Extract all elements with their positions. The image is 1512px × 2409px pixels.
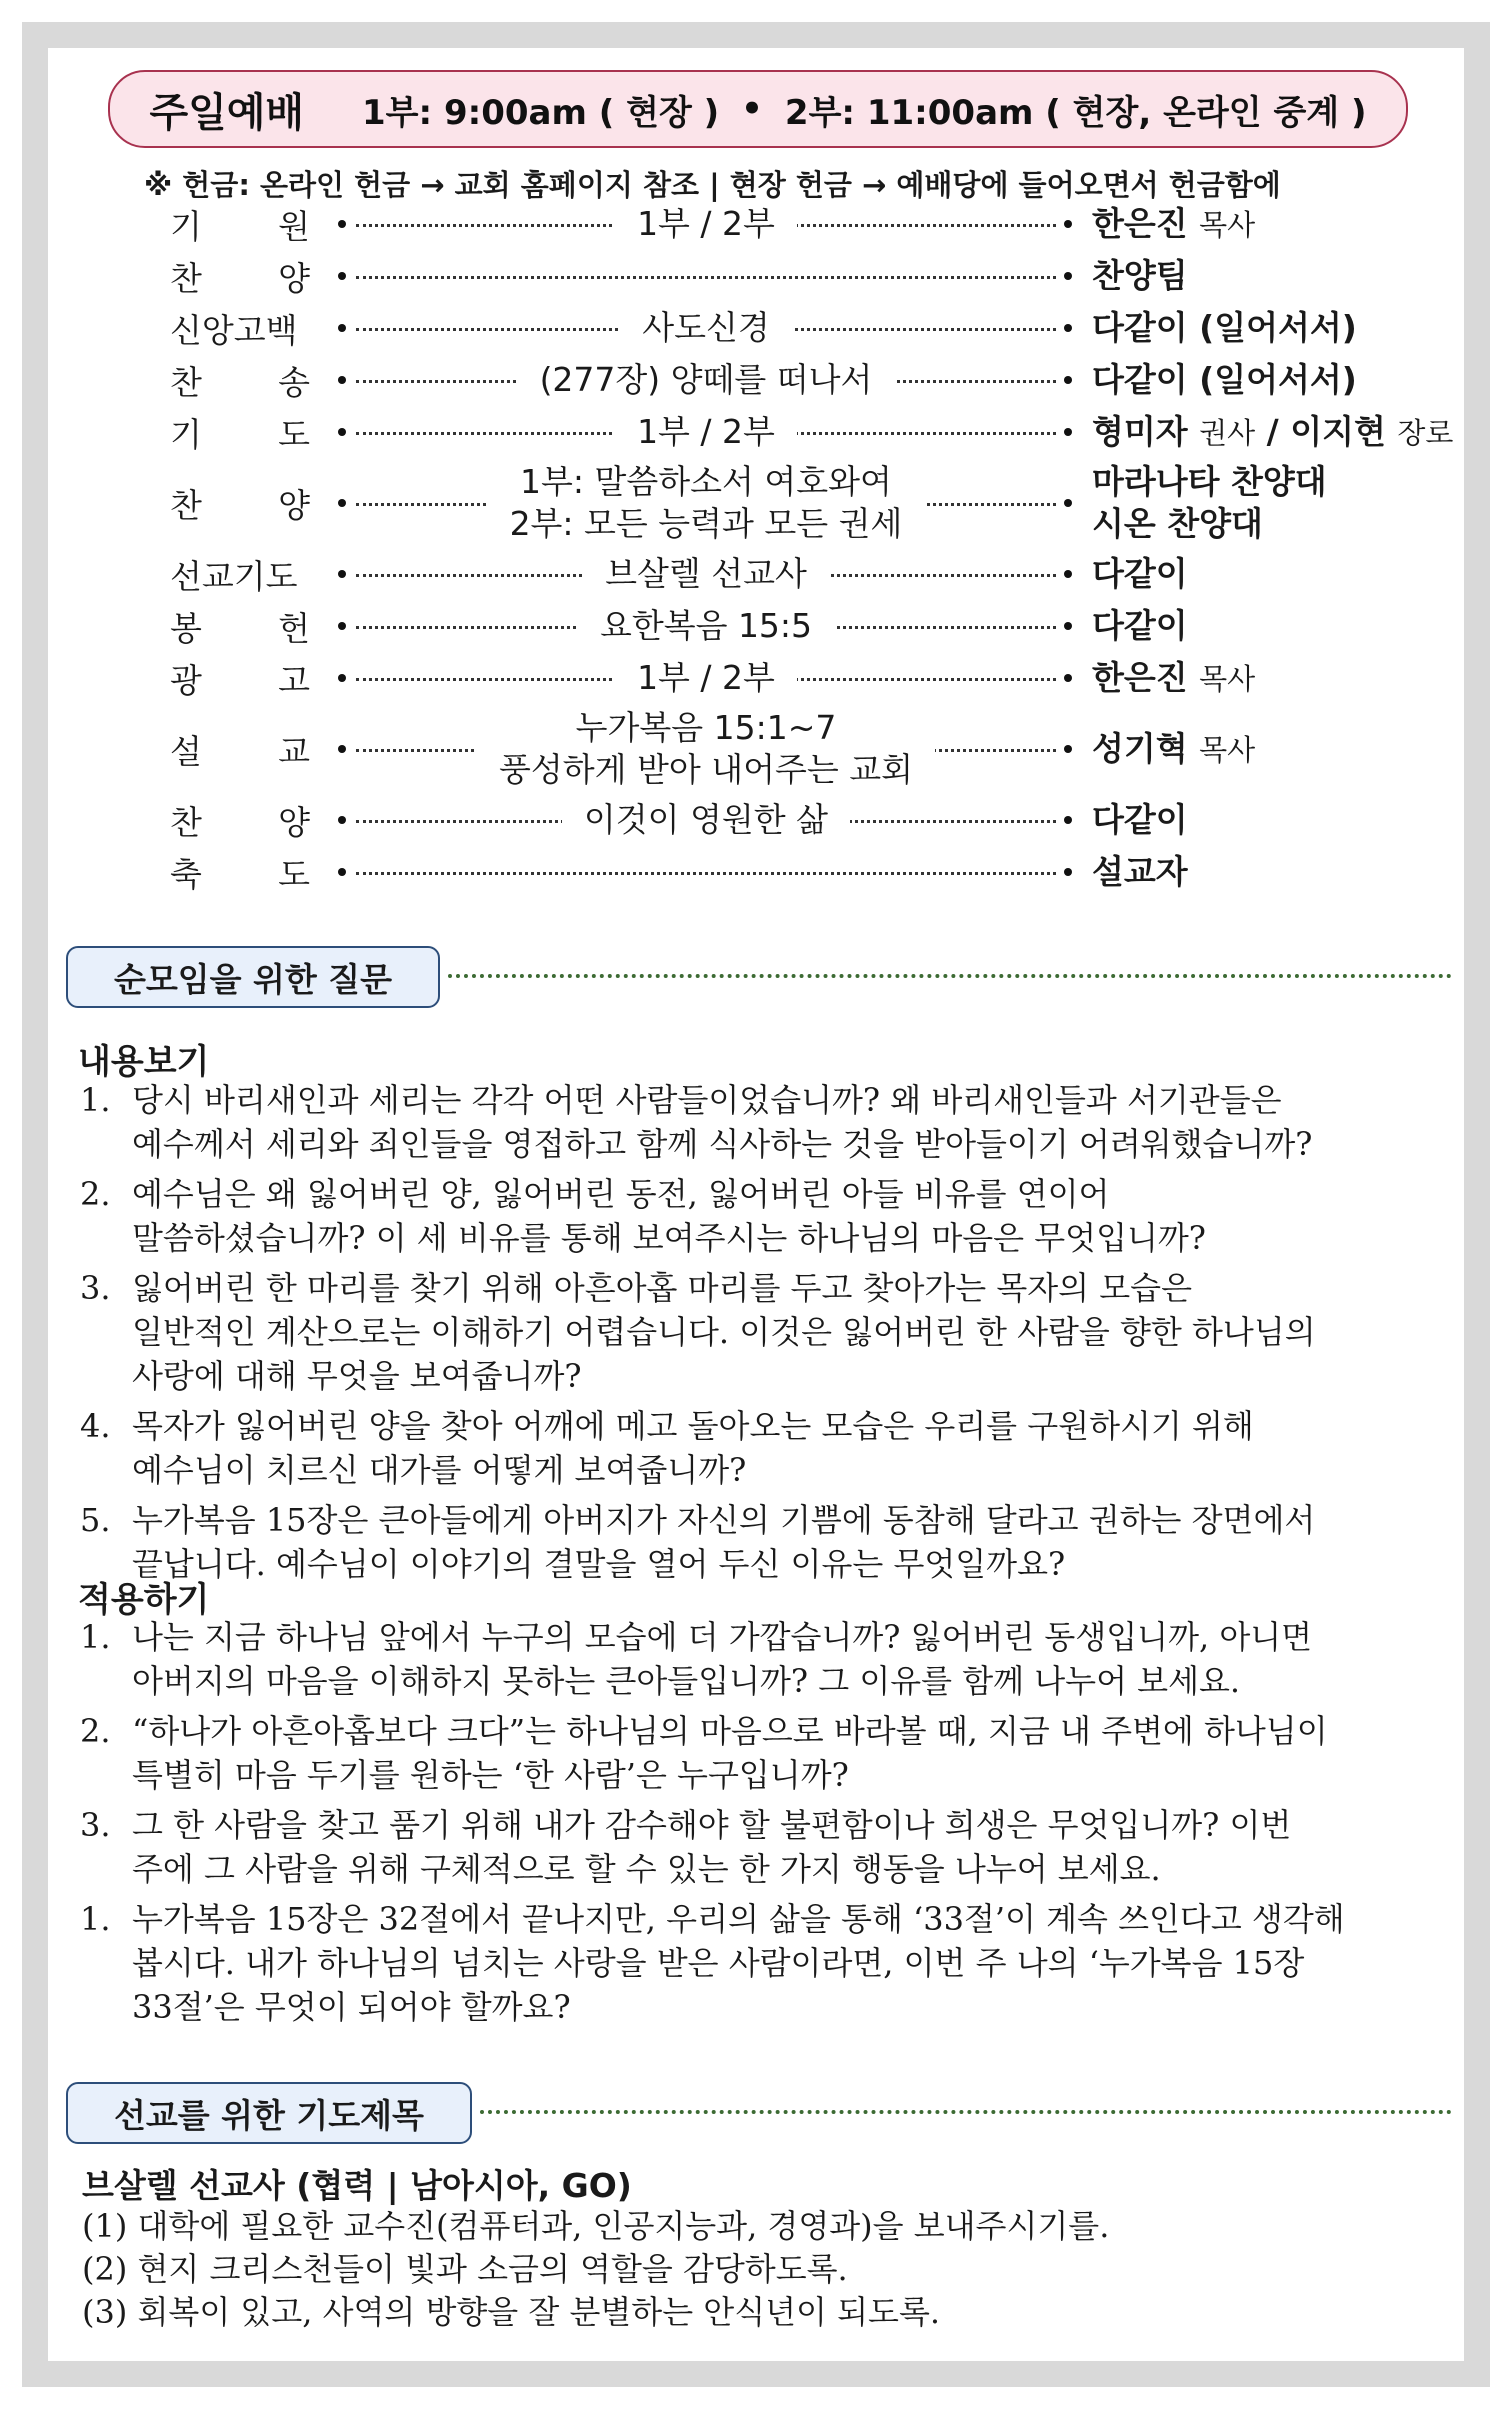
question-text: 그 한 사람을 찾고 품기 위해 내가 감수해야 할 불편함이나 희생은 무엇입니까? 이번 (132, 1806, 1292, 1844)
order-leader (1092, 548, 1188, 600)
worship-order-row (170, 794, 1430, 846)
order-leader (1092, 198, 1255, 250)
leader-name: 다같이 (일어서서) (1092, 360, 1357, 399)
prayer-item: (2) 현지 크리스천들이 빛과 소금의 역할을 감당하도록. (82, 2250, 848, 2288)
order-label (170, 548, 310, 600)
offering-note: ※ 헌금: 온라인 헌금 → 교회 홈페이지 참조 | 현장 헌금 → 예배당에 들어오면서 헌금함에 (144, 168, 1281, 202)
leader-name: 성기혁 (1092, 728, 1188, 768)
order-item-line: 1부 / 2부 (637, 204, 775, 243)
bullet-dot (338, 816, 346, 824)
order-item-line: 1부: 말씀하소서 여호와여 (520, 462, 892, 501)
order-item (356, 794, 1056, 846)
order-label (170, 794, 310, 846)
bullet-dot (338, 745, 346, 753)
question-text: 당시 바리새인과 세리는 각각 어떤 사람들이었습니까? 왜 바리새인들과 서기관들은 (132, 1081, 1282, 1119)
order-leader (1092, 354, 1357, 406)
order-item-text (615, 411, 797, 453)
bullet-dot (338, 220, 346, 228)
bullet-dot (338, 428, 346, 436)
prayer-item: (3) 회복이 있고, 사역의 방향을 잘 분별하는 안식년이 되도록. (82, 2293, 941, 2331)
section-divider (448, 974, 1452, 978)
question-text: 일반적인 계산으로는 이해하기 어렵습니다. 이것은 잃어버린 한 사람을 향한 하나님의 (132, 1313, 1316, 1351)
leader-separator: / (1255, 411, 1291, 451)
leader-line (1092, 728, 1255, 771)
order-item-line: 사도신경 (642, 308, 770, 347)
worship-order-row (170, 704, 1430, 794)
order-label (170, 846, 310, 898)
order-item-line: 2부: 모든 능력과 모든 권세 (509, 504, 903, 543)
order-label-part: 찬 (170, 258, 202, 298)
bullet-dot (1064, 376, 1072, 384)
order-label-part: 원 (278, 206, 310, 246)
order-item-line: 1부 / 2부 (637, 658, 775, 697)
leader-line (1092, 799, 1188, 841)
question-number: 3. (80, 1269, 111, 1307)
question-text: 33절’은 무엇이 되어야 할까요? (132, 1988, 571, 2026)
leader-title: 목사 (1199, 661, 1256, 696)
leader-name: 한은진 (1092, 203, 1188, 243)
small-group-section-header (66, 946, 1452, 1008)
order-label-part: 찬 (170, 485, 202, 525)
prayer-list (82, 2205, 1109, 2334)
leader-name: 마라나타 찬양대 (1092, 462, 1327, 501)
order-label-part: 봉 (170, 608, 202, 648)
order-label-part: 양 (278, 485, 310, 525)
order-label (170, 458, 310, 548)
bullet-dot (1064, 272, 1072, 280)
order-item-text (615, 203, 797, 245)
order-label-part: 설 (170, 731, 202, 771)
question-text: 봅시다. 내가 하나님의 넘치는 사랑을 받은 사람이라면, 이번 주 나의 ‘누가복음 15장 (132, 1944, 1305, 1982)
leader-line (1092, 461, 1327, 503)
worship-order-row (170, 548, 1430, 600)
order-label-part: 양 (278, 802, 310, 842)
question-text: 예수님은 왜 잃어버린 양, 잃어버린 동전, 잃어버린 아들 비유를 연이어 (132, 1175, 1110, 1213)
question-item (78, 1615, 1458, 1703)
order-of-worship (170, 198, 1454, 898)
bullet-dot (1064, 324, 1072, 332)
worship-order-row (170, 198, 1430, 250)
bullet-dot (338, 674, 346, 682)
order-label-part: 교 (278, 731, 310, 771)
order-item-line: 풍성하게 받아 내어주는 교회 (498, 750, 913, 789)
order-label (170, 704, 310, 794)
order-leader (1092, 600, 1188, 652)
order-label-part: 선교기도 (170, 556, 298, 596)
order-item (356, 458, 1056, 548)
question-text: 말씀하셨습니까? 이 세 비유를 통해 보여주시는 하나님의 마음은 무엇입니까? (132, 1219, 1206, 1257)
mission-section-header (66, 2082, 1452, 2144)
bullet-dot (338, 324, 346, 332)
worship-time-banner (108, 70, 1408, 148)
bullet-dot (1064, 570, 1072, 578)
question-number: 1. (80, 1618, 111, 1656)
bullet-dot (1064, 622, 1072, 630)
bullet-dot (1064, 816, 1072, 824)
leader-name: 다같이 (1092, 554, 1188, 593)
worship-order-row (170, 846, 1430, 898)
order-item-text (562, 799, 850, 841)
order-item-text (518, 359, 895, 401)
order-label-part: 기 (170, 414, 202, 454)
order-label (170, 406, 310, 458)
leader-title: 목사 (1199, 207, 1256, 242)
leader-line (1092, 657, 1255, 700)
order-leader (1092, 794, 1188, 846)
mission-title: 선교를 위한 기도제목 (66, 2082, 472, 2144)
order-item-line: 브살렐 선교사 (605, 554, 807, 593)
bullet-dot (338, 622, 346, 630)
question-text: 아버지의 마음을 이해하지 못하는 큰아들입니까? 그 이유를 함께 나누어 보세요. (132, 1662, 1241, 1700)
bullet-dot (338, 376, 346, 384)
order-label-part: 기 (170, 206, 202, 246)
service-separator: • (741, 89, 763, 129)
question-item (78, 1897, 1458, 2029)
missionary-name: 브살렐 선교사 (협력 | 남아시아, GO) (82, 2166, 632, 2205)
leader-line (1092, 605, 1188, 647)
bullet-dot (1064, 745, 1072, 753)
order-item (356, 302, 1056, 354)
order-item-line: 요한복음 15:5 (599, 606, 813, 645)
leader-name: 다같이 (일어서서) (1092, 308, 1357, 347)
bullet-dot (338, 499, 346, 507)
question-text: 사랑에 대해 무엇을 보여줍니까? (132, 1357, 582, 1395)
question-number: 1. (80, 1081, 111, 1119)
leader-line (1092, 553, 1188, 595)
worship-order-row (170, 406, 1454, 458)
order-item-text (615, 657, 797, 699)
leader-line (1092, 359, 1357, 401)
question-text: “하나가 아흔아홉보다 크다”는 하나님의 마음으로 바라볼 때, 지금 내 주변에 하나님이 (132, 1712, 1328, 1750)
question-text: 특별히 마음 두기를 원하는 ‘한 사람’은 누구입니까? (132, 1756, 849, 1794)
question-text: 예수께서 세리와 죄인들을 영접하고 함께 식사하는 것을 받아들이기 어려워했습니까? (132, 1125, 1313, 1163)
order-item-text (578, 605, 834, 647)
leader-line (1092, 503, 1327, 545)
worship-order-row (170, 600, 1430, 652)
order-label-part: 신앙고백 (170, 310, 298, 350)
order-label (170, 198, 310, 250)
bulletin-page (48, 48, 1464, 2361)
order-label-part: 양 (278, 258, 310, 298)
leader-name: 다같이 (1092, 606, 1188, 645)
order-item (356, 406, 1056, 458)
order-label-part: 축 (170, 854, 202, 894)
question-item (78, 1078, 1458, 1166)
order-leader (1092, 458, 1327, 548)
order-item-line: (277장) 양떼를 떠나서 (539, 360, 873, 399)
order-leader (1092, 250, 1188, 302)
question-number: 4. (80, 1407, 111, 1445)
bullet-dot (1064, 674, 1072, 682)
question-number: 1. (80, 1900, 111, 1938)
section-divider (480, 2110, 1452, 2114)
leader-name: 이지현 (1290, 411, 1386, 451)
question-text: 나는 지금 하나님 앞에서 누구의 모습에 더 가깝습니까? 잃어버린 동생입니까, 아니면 (132, 1618, 1313, 1656)
order-label-part: 찬 (170, 362, 202, 402)
question-item (78, 1266, 1458, 1398)
question-item (78, 1404, 1458, 1492)
leader-line (1092, 851, 1188, 893)
bullet-dot (1064, 220, 1072, 228)
content-heading: 내용보기 (78, 1042, 210, 1082)
leader-title: 목사 (1199, 732, 1256, 767)
order-leader (1092, 652, 1255, 704)
order-label (170, 354, 310, 406)
order-item-line: 누가복음 15:1~7 (575, 708, 837, 747)
order-item-text (583, 553, 829, 595)
question-number: 2. (80, 1712, 111, 1750)
content-question-list (78, 1078, 1458, 1592)
order-label (170, 302, 310, 354)
question-text: 주에 그 사람을 위해 구체적으로 할 수 있는 한 가지 행동을 나누어 보세요. (132, 1850, 1161, 1888)
order-label-part: 도 (278, 854, 310, 894)
order-leader (1092, 704, 1255, 794)
order-item-text (477, 707, 935, 791)
worship-order-row (170, 302, 1430, 354)
bullet-dot (1064, 428, 1072, 436)
leader-line (1092, 255, 1188, 297)
leader-name: 시온 찬양대 (1092, 504, 1263, 543)
order-label-part: 고 (278, 660, 310, 700)
order-item (356, 548, 1056, 600)
first-service-time: 1부: 9:00am ( 현장 ) (362, 92, 720, 133)
question-item (78, 1498, 1458, 1586)
question-item (78, 1172, 1458, 1260)
order-item-line: 1부 / 2부 (637, 412, 775, 451)
worship-order-row (170, 458, 1430, 548)
order-leader (1092, 846, 1188, 898)
order-item (356, 600, 1056, 652)
leader-name: 다같이 (1092, 800, 1188, 839)
bullet-dot (338, 570, 346, 578)
worship-title: 주일예배 (149, 89, 305, 136)
order-label-part: 도 (278, 414, 310, 454)
leader-title: 장로 (1397, 415, 1454, 450)
dotted-leader (356, 276, 1056, 279)
order-item-text (620, 307, 792, 349)
order-label (170, 652, 310, 704)
question-number: 5. (80, 1501, 111, 1539)
question-text: 끝납니다. 예수님이 이야기의 결말을 열어 두신 이유는 무엇일까요? (132, 1545, 1066, 1583)
order-item (356, 354, 1056, 406)
bullet-dot (338, 272, 346, 280)
question-number: 3. (80, 1806, 111, 1844)
order-label (170, 600, 310, 652)
apply-heading: 적용하기 (78, 1580, 210, 1620)
worship-order-row (170, 652, 1430, 704)
order-label (170, 250, 310, 302)
question-item (78, 1803, 1458, 1891)
leader-name: 찬양팀 (1092, 256, 1188, 295)
leader-line (1092, 203, 1255, 246)
order-leader (1092, 302, 1357, 354)
leader-line (1092, 411, 1453, 454)
order-label-part: 헌 (278, 608, 310, 648)
question-number: 2. (80, 1175, 111, 1213)
question-text: 목자가 잃어버린 양을 찾아 어깨에 메고 돌아오는 모습은 우리를 구원하시기 위해 (132, 1407, 1254, 1445)
leader-name: 한은진 (1092, 657, 1188, 697)
question-text: 누가복음 15장은 큰아들에게 아버지가 자신의 기쁨에 동참해 달라고 권하는 장면에서 (132, 1501, 1316, 1539)
question-item (78, 1709, 1458, 1797)
worship-order-row (170, 354, 1430, 406)
question-text: 누가복음 15장은 32절에서 끝나지만, 우리의 삶을 통해 ‘33절’이 계속 쓰인다고 생각해 (132, 1900, 1345, 1938)
dotted-leader (356, 872, 1056, 875)
order-item (356, 704, 1056, 794)
worship-order-row (170, 250, 1430, 302)
bullet-dot (1064, 868, 1072, 876)
prayer-item: (1) 대학에 필요한 교수진(컴퓨터과, 인공지능과, 경영과)을 보내주시기를. (82, 2207, 1110, 2245)
order-item (356, 652, 1056, 704)
second-service-time: 2부: 11:00am ( 현장, 온라인 중계 ) (784, 92, 1367, 133)
order-leader (1092, 406, 1453, 458)
leader-title: 권사 (1199, 415, 1256, 450)
order-label-part: 찬 (170, 802, 202, 842)
question-text: 잃어버린 한 마리를 찾기 위해 아흔아홉 마리를 두고 찾아가는 목자의 모습은 (132, 1269, 1192, 1307)
order-item-line: 이것이 영원한 삶 (583, 800, 829, 839)
leader-name: 형미자 (1092, 411, 1188, 451)
apply-question-list (78, 1615, 1458, 2035)
leader-name: 설교자 (1092, 852, 1188, 891)
order-item (356, 198, 1056, 250)
bullet-dot (338, 868, 346, 876)
question-text: 예수님이 치르신 대가를 어떻게 보여줍니까? (132, 1451, 747, 1489)
order-item-text (488, 461, 925, 545)
small-group-title: 순모임을 위한 질문 (66, 946, 440, 1008)
order-label-part: 송 (278, 362, 310, 402)
order-label-part: 광 (170, 660, 202, 700)
leader-line (1092, 307, 1357, 349)
bullet-dot (1064, 499, 1072, 507)
